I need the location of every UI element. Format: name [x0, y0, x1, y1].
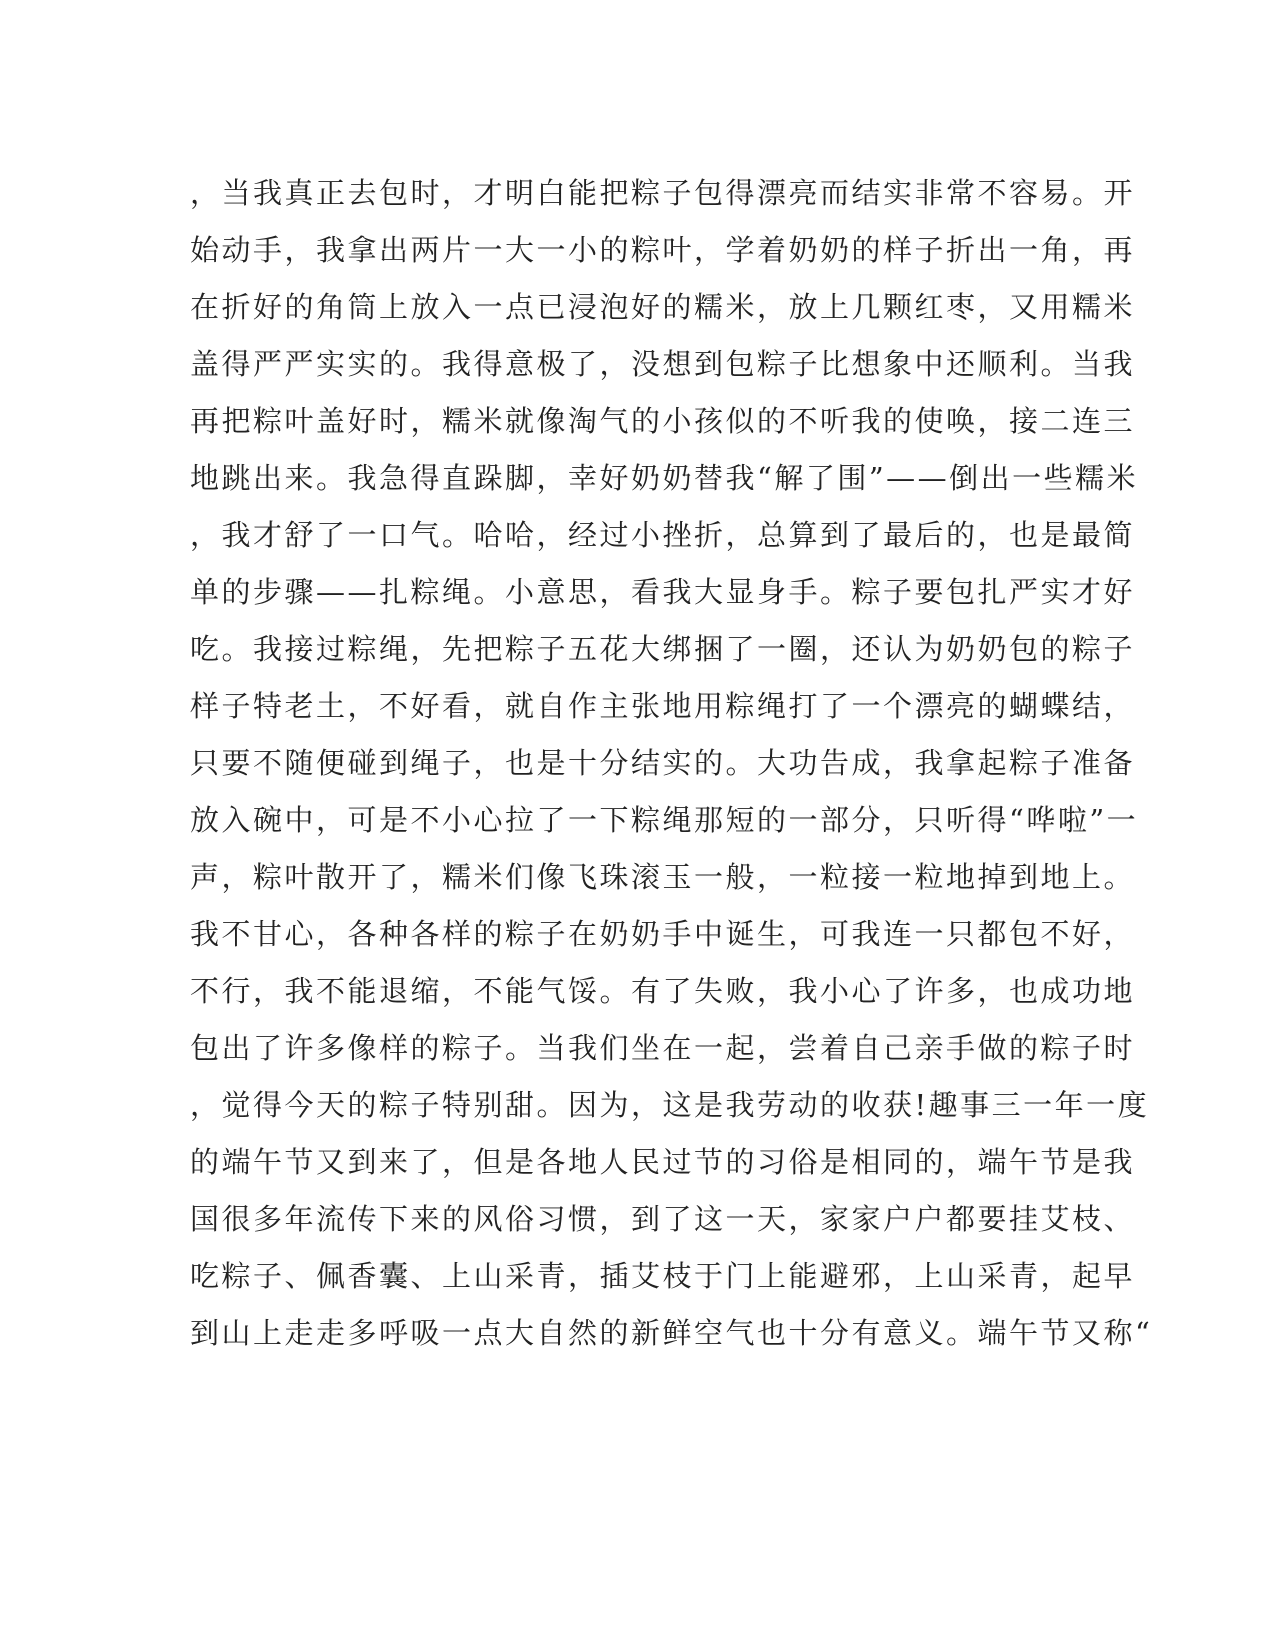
text-line: ，当我真正去包时，才明白能把粽子包得漂亮而结实非常不容易。开	[190, 176, 1136, 210]
text-line: 包出了许多像样的粽子。当我们坐在一起，尝着自己亲手做的粽子时	[190, 1031, 1136, 1065]
text-line: 吃粽子、佩香囊、上山采青，插艾枝于门上能避邪，上山采青，起早	[190, 1259, 1136, 1293]
text-line: 盖得严严实实的。我得意极了，没想到包粽子比想象中还顺利。当我	[190, 347, 1136, 381]
text-line: 地跳出来。我急得直跺脚，幸好奶奶替我“解了围”——倒出一些糯米	[190, 461, 1139, 495]
text-line: 的端午节又到来了，但是各地人民过节的习俗是相同的，端午节是我	[190, 1145, 1136, 1179]
text-line: 样子特老土，不好看，就自作主张地用粽绳打了一个漂亮的蝴蝶结，	[190, 689, 1136, 723]
text-line: 放入碗中，可是不小心拉了一下粽绳那短的一部分，只听得“哗啦”一	[190, 803, 1139, 837]
text-line: 我不甘心，各种各样的粽子在奶奶手中诞生，可我连一只都包不好，	[190, 917, 1136, 951]
text-line: 不行，我不能退缩，不能气馁。有了失败，我小心了许多，也成功地	[190, 974, 1136, 1008]
text-line: 再把粽叶盖好时，糯米就像淘气的小孩似的不听我的使唤，接二连三	[190, 404, 1136, 438]
text-line: ，觉得今天的粽子特别甜。因为，这是我劳动的收获!趣事三一年一度	[190, 1088, 1150, 1122]
body-text	[190, 165, 1153, 1362]
text-line: 国很多年流传下来的风俗习惯，到了这一天，家家户户都要挂艾枝、	[190, 1202, 1136, 1236]
text-line: 声，粽叶散开了，糯米们像飞珠滚玉一般，一粒接一粒地掉到地上。	[190, 860, 1136, 894]
text-line: 始动手，我拿出两片一大一小的粽叶，学着奶奶的样子折出一角，再	[190, 233, 1136, 267]
text-line: 吃。我接过粽绳，先把粽子五花大绑捆了一圈，还认为奶奶包的粽子	[190, 632, 1136, 666]
text-line: 在折好的角筒上放入一点已浸泡好的糯米，放上几颗红枣，又用糯米	[190, 290, 1136, 324]
text-line: 只要不随便碰到绳子，也是十分结实的。大功告成，我拿起粽子准备	[190, 746, 1136, 780]
text-line: 到山上走走多呼吸一点大自然的新鲜空气也十分有意义。端午节又称“	[190, 1316, 1153, 1350]
text-line: ，我才舒了一口气。哈哈，经过小挫折，总算到了最后的，也是最简	[190, 518, 1136, 552]
text-line: 单的步骤——扎粽绳。小意思，看我大显身手。粽子要包扎严实才好	[190, 575, 1136, 609]
